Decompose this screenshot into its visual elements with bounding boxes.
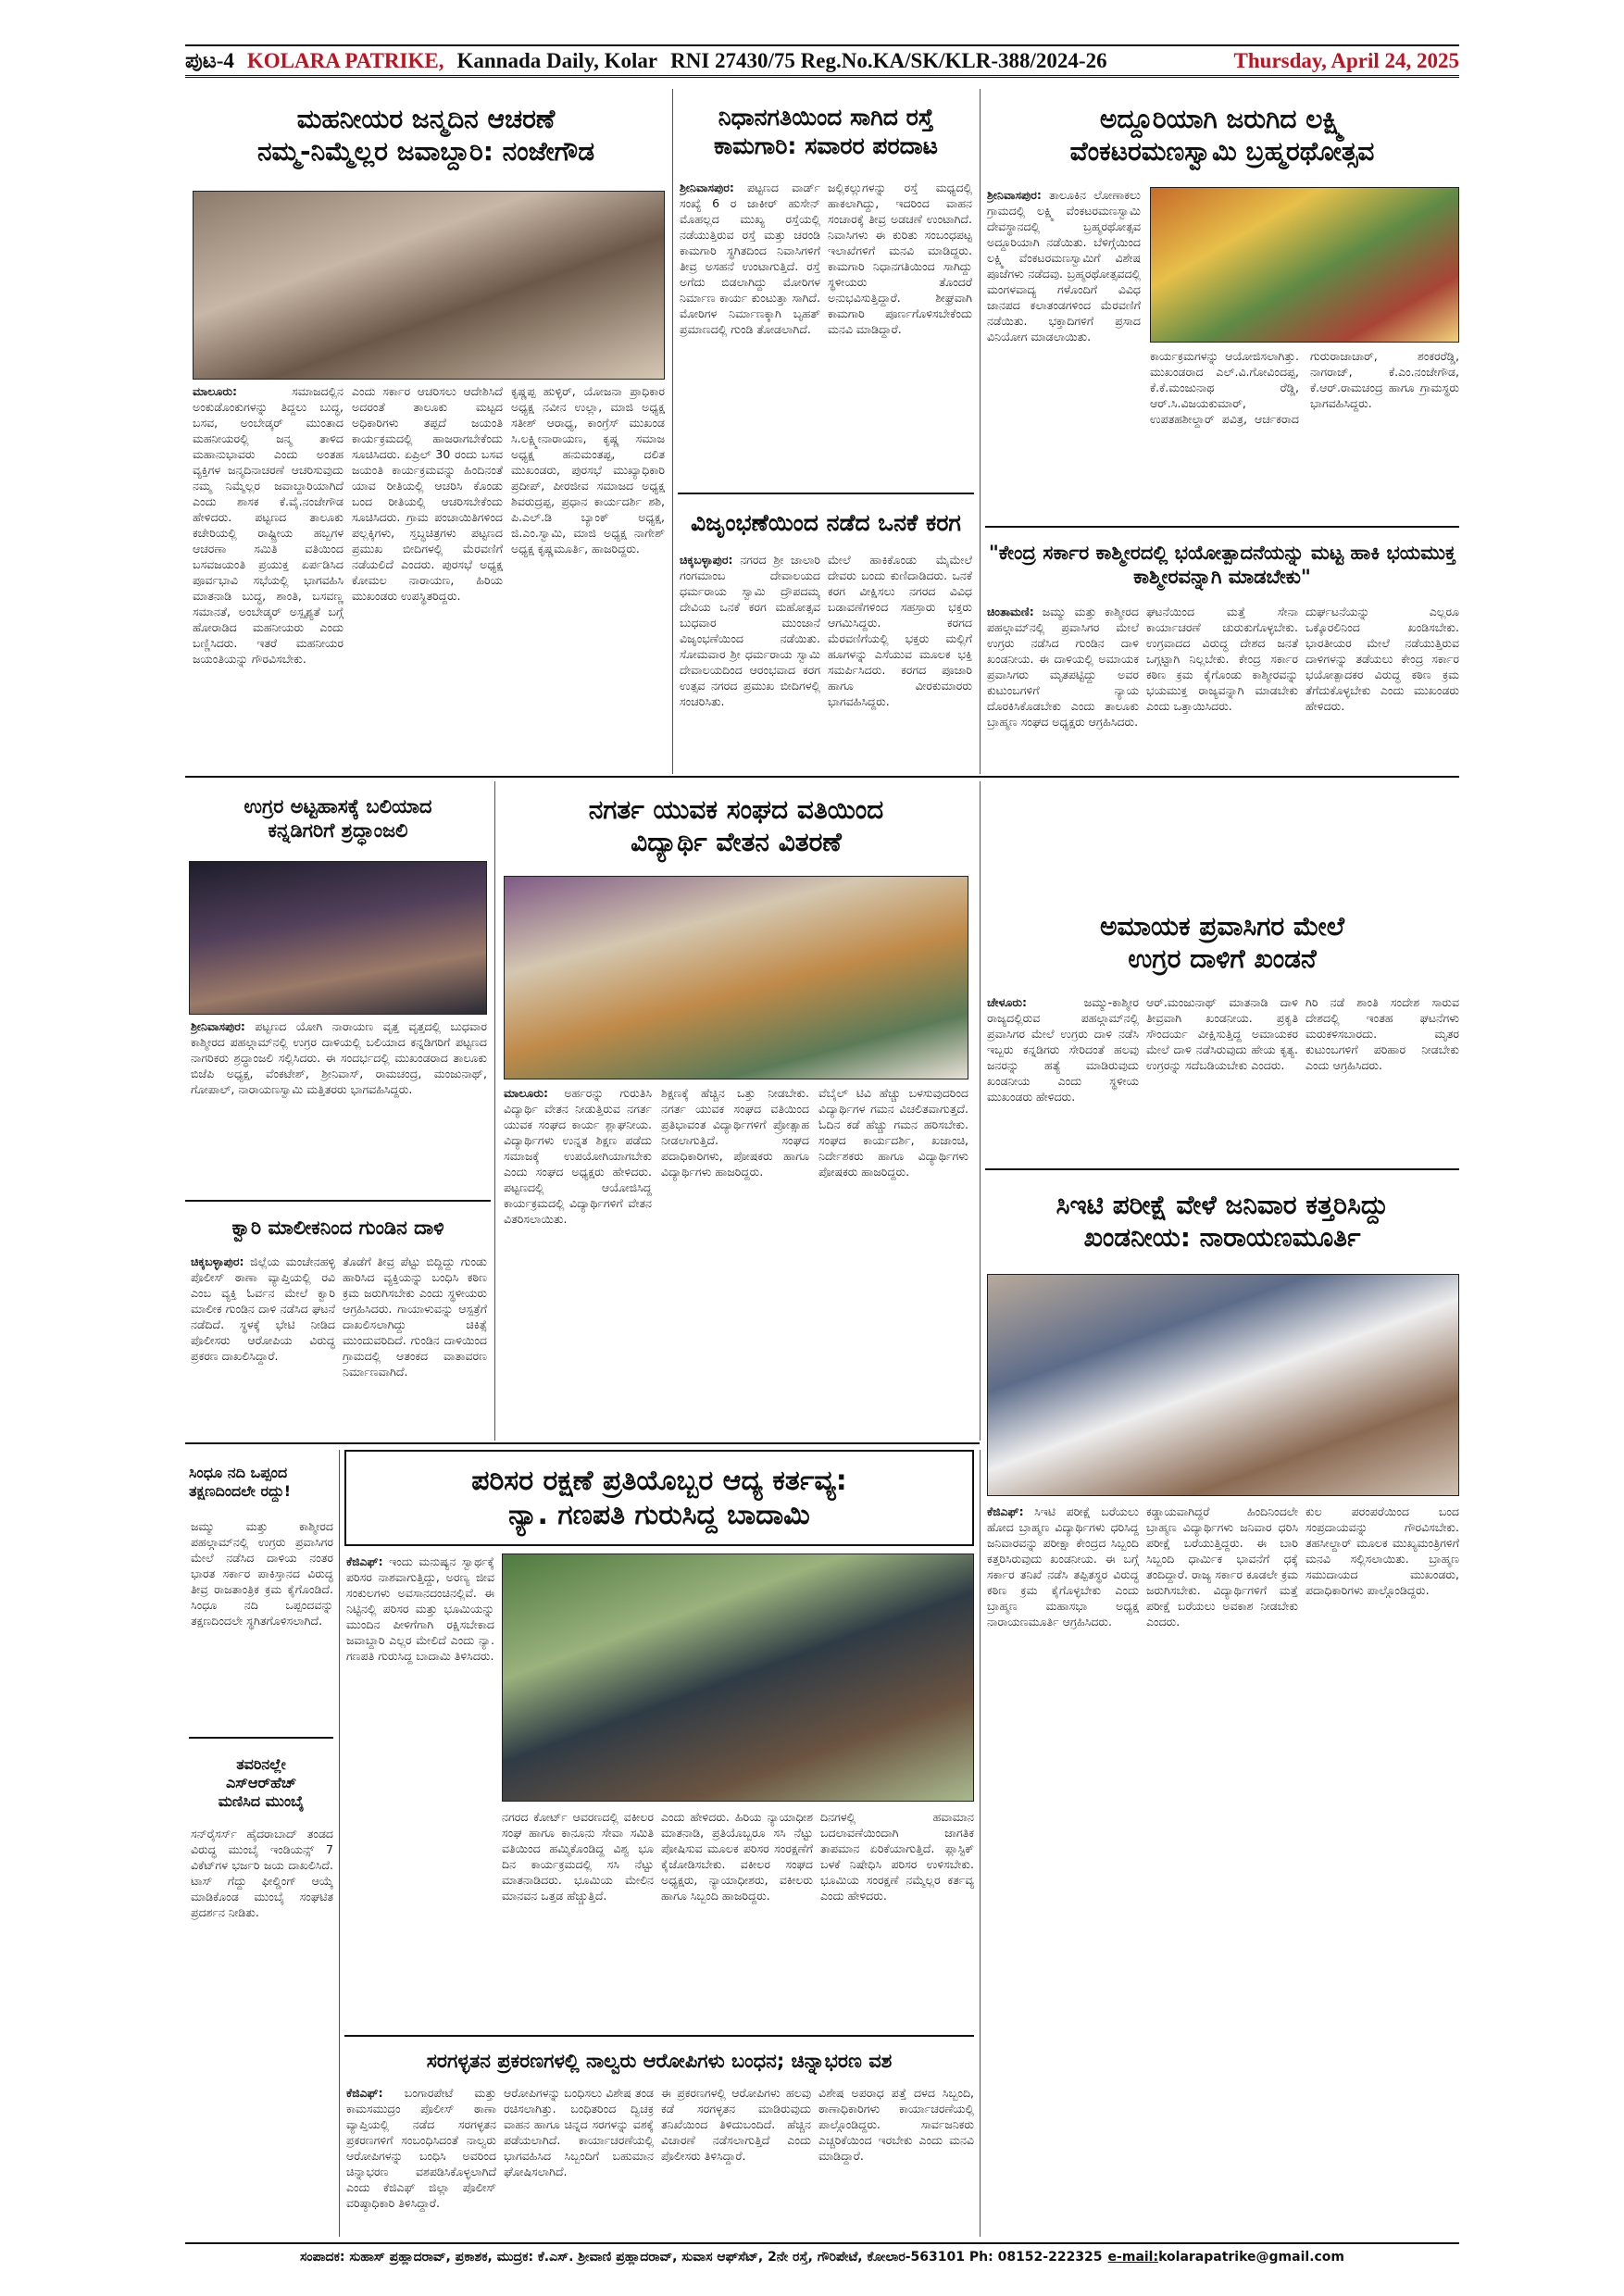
environment-text-2: ನಗರದ ಕೋರ್ಟ್ ಆವರಣದಲ್ಲಿ ವಕೀಲರ ಸಂಘ ಹಾಗೂ ಕಾನೂನು ಸೇವಾ ಸಮಿತಿ ವತಿಯಿಂದ ಹಮ್ಮಿಕೊಂಡಿದ್ದ ವಿಶ್ವ ಭೂ ದಿನ ಕಾರ್ಯಕ್ರಮದಲ್ಲಿ ಸಸಿ ನೆಟ್ಟು ಮಾತನಾಡಿದರು. ಭೂಮಿಯ ಮೇಲಿನ ಮಾನವನ ಒತ್ತಡ ಹೆಚ್ಚುತ್ತಿದೆ. [502,1810,654,1903]
issue-date: Thursday, April 24, 2025 [1233,48,1459,72]
jayanti-meeting-photo [193,191,665,380]
column-divider [980,781,981,1441]
rule [985,526,1459,528]
terror-text-1: ಜಮ್ಮು-ಕಾಶ್ಮೀರ ರಾಜ್ಯದಲ್ಲಿರುವ ಪಹಲ್ಗಾಮ್‌ನಲ್ಲಿ ಪ್ರವಾಸಿಗರ ಮೇಲೆ ಉಗ್ರರು ದಾಳಿ ನಡೆಸಿ ಇಬ್ಬರು ಕನ್ನಡಿಗರು ಸೇರಿದಂತೆ ಹಲವು ಜನರನ್ನು ಹತ್ಯೆ ಮಾಡಿರುವುದು ಖಂಡನೀಯ ಎಂದು ಸ್ಥಳೀಯ ಮುಖಂಡರು ಹೇಳಿದರು. [987,995,1139,1104]
environment-column-3 [661,1809,813,2028]
shraddhanjali-headline [185,781,491,855]
cet-text-2: ಕಡ್ಡಾಯವಾಗಿದ್ದರೆ ಹಿಂದಿನಿಂದಲೇ ಬ್ರಾಹ್ಮಣ ವಿದ್ಯಾರ್ಥಿಗಳು ಜನಿವಾರ ಧರಿಸಿ ಪರೀಕ್ಷೆ ಬರೆಯುತ್ತಿದ್ದರು. ಈ ಬಾರಿ ಸಿಬ್ಬಂದಿ ಧಾರ್ಮಿಕ ಭಾವನೆಗೆ ಧಕ್ಕೆ ತಂದಿದ್ದಾರೆ. ರಾಜ್ಯ ಸರ್ಕಾರ ಕೂಡಲೇ ಕ್ರಮ ಜರುಗಿಸಬೇಕು. ವಿದ್ಯಾರ್ಥಿಗಳಿಗೆ ಮತ್ತೆ ಪರೀಕ್ಷೆ ಬರೆಯಲು ಅವಕಾಶ ನೀಡಬೇಕು ಎಂದರು. [1146,1504,1298,1628]
chain-column-4 [818,2085,974,2237]
terror-text-3: ಗಿರಿ ನಡೆ ಶಾಂತಿ ಸಂದೇಶ ಸಾರುವ ದೇಶದಲ್ಲಿ ಇಂತಹ ಘಟನೆಗಳು ಮರುಕಳಿಸಬಾರದು. ಮೃತರ ಕುಟುಂಬಗಳಿಗೆ ಪರಿಹಾರ ನೀಡಬೇಕು ಎಂದು ಆಗ್ರಹಿಸಿದರು. [1305,995,1459,1072]
chain-headline [344,2040,974,2081]
jayanti-text-2: ಎಂದು ಸರ್ಕಾರ ಆಚರಿಸಲು ಆದೇಶಿಸಿದೆ ಅದರಂತೆ ತಾಲೂಕು ಮಟ್ಟದ ಅಧಿಕಾರಿಗಳು ತಪ್ಪದೆ ಜಯಂತಿ ಕಾರ್ಯಕ್ರಮದಲ್ಲಿ ಹಾಜರಾಗಬೇಕೆಂದು ಸೂಚಿಸಿದರು. ಏಪ್ರಿಲ್ 30 ರಂದು ಬಸವ ಜಯಂತಿ ಕಾರ್ಯಕ್ರಮವನ್ನು ಹಿಂದಿನಂತೆ ಯಾವ ರೀತಿಯಲ್ಲಿ ಆಚರಿಸಿ ಕೊಂಡು ಬಂದ ರೀತಿಯಲ್ಲಿ ಆಚರಿಸಬೇಕೆಂದು ಸೂಚಿಸಿದರು. ಗ್ರಾಮ ಪಂಚಾಯಿತಿಗಳಿಂದ ಪಲ್ಲಕ್ಕಿಗಳು, ಸ್ತಬ್ಧಚಿತ್ರಗಳು ಪಟ್ಟಣದ ಪ್ರಮುಖ ಬೀದಿಗಳಲ್ಲಿ ಮೆರವಣಿಗೆ ನಡೆಯಲಿದೆ ಎಂದರು. ಪುರಸಭೆ ಅಧ್ಯಕ್ಷ ಕೋಮಲ ನಾರಾಯಣ, ಹಿರಿಯ ಮುಖಂಡರು ಉಪಸ್ಥಿತರಿದ್ದರು. [352,384,503,603]
rathotsava-title-line2: ವೆಂಕಟರಮಣಸ್ವಾಮಿ ಬ್ರಹ್ಮರಥೋತ್ಸವ [1069,136,1375,167]
shraddhanjali-title-line2: ಕನ್ನಡಿಗರಿಗೆ ಶ್ರದ್ಧಾಂಜಲಿ [268,819,408,842]
terror-title-line2: ಉಗ್ರರ ದಾಳಿಗೆ ಖಂಡನೆ [1128,943,1317,974]
kashmir-column-2 [1146,604,1298,770]
page-number: ಪುಟ-4 [185,48,234,72]
road-title-line1: ನಿಧಾನಗತಿಯಿಂದ ಸಾಗಿದ ರಸ್ತೆ [718,103,934,131]
jayanti-column-3 [511,383,665,767]
kashmir-column-3 [1305,604,1459,770]
rathotsava-headline [985,89,1459,181]
scholarship-text-3: ವೆಬೈಲ್ ಟಿವಿ ಹೆಚ್ಚು ಬಳಸುವುದರಿಂದ ವಿದ್ಯಾರ್ಥಿಗಳ ಗಮನ ವಿಚಲಿತವಾಗುತ್ತದೆ. ಓದಿನ ಕಡೆ ಹೆಚ್ಚು ಗಮನ ಹರಿಸಬೇಕು. ಸಂಘದ ಕಾರ್ಯದರ್ಶಿ, ಖಜಾಂಚಿ, ನಿರ್ದೇಶಕರು ಹಾಗೂ ವಿದ್ಯಾರ್ಥಿಗಳು ಪೋಷಕರು ಹಾಜರಿದ್ದರು. [818,1086,968,1179]
cricket-text-block [191,1826,333,2233]
scholarship-column-1 [504,1085,652,1437]
terror-dateline: ಚೇಳೂರು: [987,995,1027,1009]
column-divider [980,1450,981,2237]
cet-text-1: ಸಿಇಟಿ ಪರೀಕ್ಷೆ ಬರೆಯಲು ಹೋದ ಬ್ರಾಹ್ಮಣ ವಿದ್ಯಾರ್ಥಿಗಳು ಧರಿಸಿದ್ದ ಜನಿವಾರವನ್ನು ಪರೀಕ್ಷಾ ಕೇಂದ್ರದ ಸಿಬ್ಬಂದಿ ಕತ್ತರಿಸಿರುವುದು ಖಂಡನೀಯ. ಈ ಬಗ್ಗೆ ಸರ್ಕಾರ ತನಿಖೆ ನಡೆಸಿ ತಪ್ಪಿತಸ್ಥರ ವಿರುದ್ಧ ಕಠಿಣ ಕ್ರಮ ಕೈಗೊಳ್ಳಬೇಕು ಎಂದು ಬ್ರಾಹ್ಮಣ ಮಹಾಸಭಾ ಅಧ್ಯಕ್ಷ ನಾರಾಯಣಮೂರ್ತಿ ಆಗ್ರಹಿಸಿದರು. [987,1504,1139,1628]
jayanti-text-3: ಕೃಷ್ಣಪ್ಪ ಹುಳ್ಳಿರ್, ಯೋಜನಾ ಪ್ರಾಧಿಕಾರ ಅಧ್ಯಕ್ಷ ನವೀನ ಉಲ್ಲಾ, ಮಾಜಿ ಅಧ್ಯಕ್ಷ ಸತೀಶ್ ಆರಾಧ್ಯ, ಕಾಂಗ್ರೆಸ್ ಮುಖಂಡ ಸಿ.ಲಕ್ಷ್ಮೀನಾರಾಯಣ, ಕೃಷ್ಣ ಸಮಾಜ ಅಧ್ಯಕ್ಷ ಹನುಮಂತಪ್ಪ, ದಲಿತ ಮುಖಂಡರು, ಪುರಸಭೆ ಮುಖ್ಯಾಧಿಕಾರಿ ಪ್ರದೀಪ್, ಪೀರಜೀವ ಸಮಾಜದ ಅಧ್ಯಕ್ಷ ಶಿವರುದ್ರಪ್ಪ, ಪ್ರಧಾನ ಕಾರ್ಯದರ್ಶಿ ಶಶಿ, ಪಿ.ಎಲ್.ಡಿ ಬ್ಯಾಂಕ್ ಅಧ್ಯಕ್ಷ, ಜಿ.ಎಂ.ಸ್ವಾಮಿ, ಮಾಜಿ ಅಧ್ಯಕ್ಷ ನಾಗೇಶ್ ಅಧ್ಯಕ್ಷ ಕೃಷ್ಣಮೂರ್ತಿ, ಹಾಜರಿದ್ದರು. [511,384,665,555]
imprint-footer [185,2242,1459,2270]
terror-title-line1: ಅಮಾಯಕ ಪ್ರವಾಸಿಗರ ಮೇಲೆ [1100,911,1344,942]
cet-title-line2: ಖಂಡನೀಯ: ನಾರಾಯಣಮೂರ್ತಿ [1083,1222,1361,1253]
rule [985,1168,1459,1170]
scholarship-dateline: ಮಾಲೂರು: [504,1086,548,1100]
sindhu-headline [189,1450,333,1515]
rathotsava-photo [1150,187,1459,343]
chain-text-1: ಬಂಗಾರಪೇಟೆ ಮತ್ತು ಕಾಮಸಮುದ್ರಂ ಪೊಲೀಸ್ ಠಾಣಾ ವ್ಯಾಪ್ತಿಯಲ್ಲಿ ನಡೆದ ಸರಗಳ್ಳತನ ಪ್ರಕರಣಗಳಿಗೆ ಸಂಬಂಧಿಸಿದಂತೆ ನಾಲ್ವರು ಆರೋಪಿಗಳನ್ನು ಬಂಧಿಸಿ ಅವರಿಂದ ಚಿನ್ನಾಭರಣ ವಶಪಡಿಸಿಕೊಳ್ಳಲಾಗಿದೆ ಎಂದು ಕೆಜಿಎಫ್ ಜಿಲ್ಲಾ ಪೊಲೀಸ್ ವರಿಷ್ಠಾಧಿಕಾರಿ ತಿಳಿಸಿದ್ದಾರೆ. [346,2086,496,2210]
column-divider [672,89,673,774]
cet-column-1 [987,1504,1139,2235]
shraddhanjali-text: ಪಟ್ಟಣದ ಯೋಗಿ ನಾರಾಯಣ ವೃತ್ತ ವೃತ್ತದಲ್ಲಿ ಬುಧವಾರ ಕಾಶ್ಮೀರದ ಪಹಲ್ಗಾಮ್‌ನಲ್ಲಿ ಉಗ್ರರ ದಾಳಿಯಲ್ಲಿ ಬಲಿಯಾದ ಕನ್ನಡಿಗರಿಗೆ ಪಟ್ಟಣದ ನಾಗರಿಕರು ಶ್ರದ್ಧಾಂಜಲಿ ಸಲ್ಲಿಸಿದರು. ಈ ಸಂದರ್ಭದಲ್ಲಿ ಮುಖಂಡರಾದ ತಾಲೂಕು ಬಿಜೆಪಿ ಅಧ್ಯಕ್ಷ, ವೆಂಕಟೇಶ್, ಶ್ರೀನಿವಾಸ್, ರಾಮಚಂದ್ರ, ಮಂಜುನಾಥ್, ಗೋಪಾಲ್, ನಾರಾಯಣಸ್ವಾಮಿ ಮತ್ತಿತರರು ಭಾಗವಹಿಸಿದ್ದರು. [191,1019,487,1096]
cet-column-2 [1146,1504,1298,2235]
cet-dateline: ಕೆಜಿಎಫ್: [987,1504,1024,1518]
sindhu-text-block [191,1518,333,1731]
cet-headline [985,1176,1459,1267]
environment-column-4 [820,1809,974,2028]
scholarship-headline [500,781,972,870]
quarry-text-1: ಜಿಲ್ಲೆಯ ಮಂಚೇನಹಳ್ಳಿ ಪೊಲೀಸ್ ಠಾಣಾ ವ್ಯಾಪ್ತಿಯಲ್ಲಿ ರವಿ ಎಂಬ ವ್ಯಕ್ತಿ ಓರ್ವನ ಮೇಲೆ ಕ್ವಾರಿ ಮಾಲೀಕ ಗುಂಡಿನ ದಾಳಿ ನಡೆಸಿದ ಘಟನೆ ನಡೆದಿದೆ. ಸ್ಥಳಕ್ಕೆ ಭೇಟಿ ನೀಡಿದ ಪೊಲೀಸರು ಆರೋಪಿಯ ವಿರುದ್ಧ ಪ್ರಕರಣ ದಾಖಲಿಸಿದ್ದಾರೆ. [191,1254,335,1363]
karaga-column-2 [828,552,972,770]
chain-dateline: ಕೆಜಿಎಫ್: [346,2086,383,2100]
karaga-text-1: ನಗರದ ಶ್ರೀ ಜಾಲಾರಿ ಗಂಗಮಾಂಬ ದೇವಾಲಯದ ಧರ್ಮರಾಯ ಸ್ವಾಮಿ ದ್ರೌಪದಮ್ಮ ದೇವಿಯ ಒನಕೆ ಕರಗ ಮಹೋತ್ಸವ ಬುಧವಾರ ಮುಂಜಾನೆ ವಿಜೃಂಭಣೆಯಿಂದ ನಡೆಯಿತು. ಸೋಮವಾರ ಶ್ರೀ ಧರ್ಮರಾಯ ಸ್ವಾಮಿ ದೇವಾಲಯದಿಂದ ಆರಂಭವಾದ ಕರಗ ಉತ್ಸವ ನಗರದ ಪ್ರಮುಖ ಬೀದಿಗಳಲ್ಲಿ ಸಂಚರಿಸಿತು. [680,553,820,708]
scholarship-text-2: ಶಿಕ್ಷಣಕ್ಕೆ ಹೆಚ್ಚಿನ ಒತ್ತು ನೀಡಬೇಕು. ನಗರ್ತ ಯುವಕ ಸಂಘದ ವತಿಯಿಂದ ಪ್ರತಿಭಾವಂತ ವಿದ್ಯಾರ್ಥಿಗಳಿಗೆ ಪ್ರೋತ್ಸಾಹ ನೀಡಲಾಗುತ್ತಿದೆ. ಸಂಘದ ಪದಾಧಿಕಾರಿಗಳು, ಪೋಷಕರು ಹಾಗೂ ವಿದ್ಯಾರ್ಥಿಗಳು ಹಾಜರಿದ್ದರು. [661,1086,809,1179]
scholarship-text-1: ಅರ್ಹರನ್ನು ಗುರುತಿಸಿ ವಿದ್ಯಾರ್ಥಿ ವೇತನ ನೀಡುತ್ತಿರುವ ನಗರ್ತ ಯುವಕ ಸಂಘದ ಕಾರ್ಯ ಶ್ಲಾಘನೀಯ. ವಿದ್ಯಾರ್ಥಿಗಳು ಉನ್ನತ ಶಿಕ್ಷಣ ಪಡೆದು ಸಮಾಜಕ್ಕೆ ಉಪಯೋಗಿಯಾಗಬೇಕು ಎಂದು ಸಂಘದ ಅಧ್ಯಕ್ಷರು ಹೇಳಿದರು. ಪಟ್ಟಣದಲ್ಲಿ ಆಯೋಜಿಸಿದ್ದ ಕಾರ್ಯಕ್ರಮದಲ್ಲಿ ವಿದ್ಯಾರ್ಥಿಗಳಿಗೆ ವೇತನ ವಿತರಿಸಲಾಯಿತು. [504,1086,652,1226]
environment-photo [502,1554,974,1802]
registration-number: RNI 27430/75 Reg.No.KA/SK/KLR-388/2024-26 [670,48,1107,72]
rule [344,2035,974,2037]
sindhu-text: ಜಮ್ಮು ಮತ್ತು ಕಾಶ್ಮೀರದ ಪಹಲ್ಗಾಮ್‌ನಲ್ಲಿ ಉಗ್ರರು ಪ್ರವಾಸಿಗರ ಮೇಲೆ ನಡೆಸಿದ ದಾಳಿಯ ನಂತರ ಭಾರತ ಸರ್ಕಾರ ಪಾಕಿಸ್ತಾನದ ವಿರುದ್ಧ ತೀವ್ರ ರಾಜತಾಂತ್ರಿಕ ಕ್ರಮ ಕೈಗೊಂಡಿದೆ. ಸಿಂಧೂ ನದಿ ಒಪ್ಪಂದವನ್ನು ತಕ್ಷಣದಿಂದಲೇ ಸ್ಥಗಿತಗೊಳಿಸಲಾಗಿದೆ. [191,1519,333,1628]
cet-photo [987,1274,1459,1496]
sindhu-title-line2: ತಕ್ಷಣದಿಂದಲೇ ರದ್ದು! [189,1482,292,1500]
shraddhanjali-dateline: ಶ್ರೀನಿವಾಸಪುರ: [191,1019,245,1033]
email-label: e-mail: [1107,2250,1159,2265]
quarry-title: ಕ್ವಾರಿ ಮಾಲೀಕನಿಂದ ಗುಂಡಿನ ದಾಳಿ [231,1216,444,1239]
quarry-column-1 [191,1254,335,1433]
column-divider [980,89,981,774]
email-address[interactable]: kolarapatrike@gmail.com [1158,2250,1345,2265]
masthead [185,44,1459,78]
road-column-1 [680,180,820,485]
environment-text-4: ದಿನಗಳಲ್ಲಿ ಹವಾಮಾನ ಬದಲಾವಣೆಯಿಂದಾಗಿ ಜಾಗತಿಕ ತಾಪಮಾನ ಏರಿಕೆಯಾಗುತ್ತಿದೆ. ಪ್ಲಾಸ್ಟಿಕ್ ಬಳಕೆ ನಿಷೇಧಿಸಿ ಪರಿಸರ ಉಳಿಸಬೇಕು. ಭೂಮಿಯ ಸಂರಕ್ಷಣೆ ನಮ್ಮೆಲ್ಲರ ಕರ್ತವ್ಯ ಎಂದು ಹೇಳಿದರು. [820,1810,974,1903]
cet-column-3 [1305,1504,1459,2235]
environment-text-1: ಇಂದು ಮನುಷ್ಯನ ಸ್ವಾರ್ಥಕ್ಕೆ ಪರಿಸರ ನಾಶವಾಗುತ್ತಿದ್ದು, ಅರಣ್ಯ ಜೀವ ಸಂಕುಲಗಳು ಅವಸಾನದಂಚಿನಲ್ಲಿವೆ. ಈ ನಿಟ್ಟಿನಲ್ಲಿ ಪರಿಸರ ಮತ್ತು ಭೂಮಿಯನ್ನು ಮುಂದಿನ ಪೀಳಿಗೆಗಾಗಿ ರಕ್ಷಿಸಬೇಕಾದ ಜವಾಬ್ದಾರಿ ಎಲ್ಲರ ಮೇಲಿದೆ ಎಂದು ನ್ಯಾ. ಗಣಪತಿ ಗುರುಸಿದ್ದ ಬಾದಾಮಿ ತಿಳಿಸಿದರು. [346,1554,494,1663]
kashmir-text-3: ದುರ್ಘಟನೆಯನ್ನು ಎಲ್ಲರೂ ಒಕ್ಕೊರಲಿನಿಂದ ಖಂಡಿಸಬೇಕು. ಭಾರತೀಯರ ಮೇಲೆ ನಡೆಯುತ್ತಿರುವ ದಾಳಿಗಳನ್ನು ತಡೆಯಲು ಕೇಂದ್ರ ಸರ್ಕಾರ ಭಯೋತ್ಪಾದಕರ ವಿರುದ್ಧ ಕಠಿಣ ಕ್ರಮ ತೆಗೆದುಕೊಳ್ಳಬೇಕು ಎಂದು ಮುಖಂಡರು ಹೇಳಿದರು. [1305,605,1459,713]
cet-title-line1: ಸಿಇಟಿ ಪರೀಕ್ಷೆ ವೇಳೆ ಜನಿವಾರ ಕತ್ತರಿಸಿದ್ದು [1056,1190,1389,1220]
paper-edition: Kannada Daily, Kolar [456,48,658,72]
rathotsava-column-1 [987,187,1141,520]
environment-title-line1: ಪರಿಸರ ರಕ್ಷಣೆ ಪ್ರತಿಯೊಬ್ಬರ ಆದ್ಯ ಕರ್ತವ್ಯ: [471,1464,847,1497]
jayanti-dateline: ಮಾಲೂರು: [193,384,237,398]
rule [678,493,974,494]
scholarship-photo [504,876,968,1079]
kashmir-title: "ಕೇಂದ್ರ ಸರ್ಕಾರ ಕಾಶ್ಮೀರದಲ್ಲಿ ಭಯೋತ್ಪಾದನೆಯನ್ನು ಮಟ್ಟ ಹಾಕಿ ಭಯಮುಕ್ತ ಕಾಶ್ಮೀರವನ್ನಾಗಿ ಮಾಡಬೇಕು" [988,541,1456,588]
cricket-title-line1: ತವರಿನಲ್ಲೇ [236,1755,286,1773]
jayanti-column-2 [352,383,503,767]
cet-text-3: ಕುಲ ಪರಂಪರೆಯಿಂದ ಬಂದ ಸಂಪ್ರದಾಯವನ್ನು ಗೌರವಿಸಬೇಕು. ತಹಸೀಲ್ದಾರ್ ಮೂಲಕ ಮುಖ್ಯಮಂತ್ರಿಗಳಿಗೆ ಮನವಿ ಸಲ್ಲಿಸಲಾಯಿತು. ಬ್ರಾಹ್ಮಣ ಸಮುದಾಯದ ಮುಖಂಡರು, ಪದಾಧಿಕಾರಿಗಳು ಪಾಲ್ಗೊಂಡಿದ್ದರು. [1305,1504,1459,1597]
jayanti-text-1: ಸಮಾಜದಲ್ಲಿನ ಅಂಕುಡೊಂಕುಗಳನ್ನು ತಿದ್ದಲು ಬುದ್ಧ, ಬಸವ, ಅಂಬೇಡ್ಕರ್ ಮುಂತಾದ ಮಹನೀಯರಲ್ಲಿ ಜನ್ಮ ತಾಳಿದ ಮಹಾನುಭಾವರು ಎಂದು ಅಂತಹ ವ್ಯಕ್ತಿಗಳ ಜನ್ಮದಿನಾಚರಣೆ ಆಚರಿಸುವುದು ನಮ್ಮ ನಿಮ್ಮೆಲ್ಲರ ಜವಾಬ್ದಾರಿಯಾಗಿದೆ ಎಂದು ಶಾಸಕ ಕೆ.ವೈ.ನಂಜೇಗೌಡ ಹೇಳಿದರು. ಪಟ್ಟಣದ ತಾಲೂಕು ಕಚೇರಿಯಲ್ಲಿ ರಾಷ್ಟ್ರೀಯ ಹಬ್ಬಗಳ ಆಚರಣಾ ಸಮಿತಿ ವತಿಯಿಂದ ಬಸವಜಯಂತಿ ಪ್ರಯುಕ್ತ ಏರ್ಪಡಿಸಿದ ಪೂರ್ವಭಾವಿ ಸಭೆಯಲ್ಲಿ ಭಾಗವಹಿಸಿ ಮಾತನಾಡಿ ಬುದ್ಧ, ಶಾಂತಿ, ಬಸವಣ್ಣ ಸಮಾನತೆ, ಅಂಬೇಡ್ಕರ್ ಅಸ್ಪೃಶ್ಯತೆ ಬಗ್ಗೆ ಹೋರಾಡಿದ ಮಹನೀಯರು ಎಂದು ಬಣ್ಣಿಸಿದರು. ಇತರೆ ಮಹನೀಯರ ಜಯಂತಿಯನ್ನು ಗೌರವಿಸಬೇಕು. [193,384,344,666]
quarry-column-2 [343,1254,487,1433]
column-divider [339,1450,340,2237]
environment-dateline: ಕೆಜಿಎಫ್: [346,1554,383,1568]
scholarship-title-line2: ವಿದ್ಯಾರ್ಥಿ ವೇತನ ವಿತರಣೆ [631,827,842,857]
chain-column-2 [504,2085,654,2237]
rathotsava-column-2 [1150,348,1459,520]
scholarship-title-line1: ನಗರ್ತ ಯುವಕ ಸಂಘದ ವತಿಯಿಂದ [588,794,884,825]
shraddhanjali-photo [189,861,487,1015]
karaga-title: ವಿಜೃಂಭಣೆಯಿಂದ ನಡೆದ ಒನಕೆ ಕರಗ [691,509,961,537]
chain-text-4: ವಿಶೇಷ ಅಪರಾಧ ಪತ್ತೆ ದಳದ ಸಿಬ್ಬಂದಿ, ಠಾಣಾಧಿಕಾರಿಗಳು ಕಾರ್ಯಾಚರಣೆಯಲ್ಲಿ ಪಾಲ್ಗೊಂಡಿದ್ದರು. ಸಾರ್ವಜನಿಕರು ಎಚ್ಚರಿಕೆಯಿಂದ ಇರಬೇಕು ಎಂದು ಮನವಿ ಮಾಡಿದ್ದಾರೆ. [818,2086,974,2163]
environment-column-1 [346,1554,494,2028]
chain-text-2: ಆರೋಪಿಗಳನ್ನು ಬಂಧಿಸಲು ವಿಶೇಷ ತಂಡ ರಚಿಸಲಾಗಿತ್ತು. ಬಂಧಿತರಿಂದ ದ್ವಿಚಕ್ರ ವಾಹನ ಹಾಗೂ ಚಿನ್ನದ ಸರಗಳನ್ನು ವಶಕ್ಕೆ ಪಡೆಯಲಾಗಿದೆ. ಕಾರ್ಯಾಚರಣೆಯಲ್ಲಿ ಭಾಗವಹಿಸಿದ ಸಿಬ್ಬಂದಿಗೆ ಬಹುಮಾನ ಘೋಷಿಸಲಾಗಿದೆ. [504,2086,654,2178]
terror-column-1 [987,994,1139,1161]
column-divider [494,781,495,1441]
karaga-text-2: ಮೇಲೆ ಹಾಕಿಕೊಂಡು ಮೈಮೇಲೆ ದೇವರು ಬಂದು ಕುಣಿದಾಡಿದರು. ಒನಕೆ ಕರಗ ವೀಕ್ಷಿಸಲು ನಗರದ ವಿವಿಧ ಬಡಾವಣೆಗಳಿಂದ ಸಹಸ್ರಾರು ಭಕ್ತರು ಆಗಮಿಸಿದ್ದರು. ಕರಗದ ಮೆರವಣಿಗೆಯಲ್ಲಿ ಭಕ್ತರು ಮಲ್ಲಿಗೆ ಹೂಗಳನ್ನು ಎಸೆಯುವ ಮೂಲಕ ಭಕ್ತಿ ಸಮರ್ಪಿಸಿದರು. ಕರಗದ ಪೂಜಾರಿ ಹಾಗೂ ವೀರಕುಮಾರರು ಭಾಗವಹಿಸಿದ್ದರು. [828,553,972,708]
road-column-2 [828,180,972,485]
jayanti-column-1 [193,383,344,767]
jayanti-headline [185,89,667,181]
terror-column-2 [1146,994,1298,1161]
cricket-text: ಸನ್‌ರೈಸರ್ಸ್ ಹೈದರಾಬಾದ್ ತಂಡದ ವಿರುದ್ಧ ಮುಂಬೈ ಇಂಡಿಯನ್ಸ್ 7 ವಿಕೆಟ್‌ಗಳ ಭರ್ಜರಿ ಜಯ ದಾಖಲಿಸಿದೆ. ಟಾಸ್ ಗೆದ್ದು ಫೀಲ್ಡಿಂಗ್ ಆಯ್ಕೆ ಮಾಡಿಕೊಂಡ ಮುಂಬೈ ಸಂಘಟಿತ ಪ್ರದರ್ಶನ ನೀಡಿತು. [191,1827,333,1919]
shraddhanjali-title-line1: ಉಗ್ರರ ಅಟ್ಟಹಾಸಕ್ಕೆ ಬಲಿಯಾದ [244,794,432,817]
environment-headline [344,1450,974,1546]
terror-text-2: ಆರ್.ಮಂಜುನಾಥ್ ಮಾತನಾಡಿ ದಾಳಿ ತೀವ್ರವಾಗಿ ಖಂಡನೀಯ. ಪ್ರಕೃತಿ ಸೌಂದರ್ಯ ವೀಕ್ಷಿಸುತ್ತಿದ್ದ ಅಮಾಯಕರ ಮೇಲೆ ದಾಳಿ ನಡೆಸಿರುವುದು ಹೇಯ ಕೃತ್ಯ. ಉಗ್ರರನ್ನು ಸದೆಬಡಿಯಬೇಕು ಎಂದರು. [1146,995,1298,1072]
karaga-headline [678,500,974,546]
kashmir-dateline: ಚಿಂತಾಮಣಿ: [987,605,1034,618]
terror-column-3 [1305,994,1459,1161]
environment-title-line2: ನ್ಯಾ. ಗಣಪತಿ ಗುರುಸಿದ್ದ ಬಾದಾಮಿ [508,1499,810,1531]
rule [189,1737,333,1739]
kashmir-text-2: ಘಟನೆಯಿಂದ ಮತ್ತೆ ಸೇನಾ ಕಾರ್ಯಾಚರಣೆ ಚುರುಕುಗೊಳ್ಳಬೇಕು. ಉಗ್ರವಾದದ ವಿರುದ್ಧ ದೇಶದ ಜನತೆ ಒಗ್ಗಟ್ಟಾಗಿ ನಿಲ್ಲಬೇಕು. ಕೇಂದ್ರ ಸರ್ಕಾರ ಕಠಿಣ ಕ್ರಮ ಕೈಗೊಂಡು ಕಾಶ್ಮೀರವನ್ನು ಭಯಮುಕ್ತ ರಾಜ್ಯವನ್ನಾಗಿ ಮಾಡಬೇಕು ಎಂದು ಒತ್ತಾಯಿಸಿದರು. [1146,605,1298,713]
kashmir-text-1: ಜಮ್ಮು ಮತ್ತು ಕಾಶ್ಮೀರದ ಪಹಲ್ಗಾಮ್‌ನಲ್ಲಿ ಪ್ರವಾಸಿಗರ ಮೇಲೆ ಉಗ್ರರು ನಡೆಸಿದ ಗುಂಡಿನ ದಾಳಿ ಖಂಡನೀಯ. ಈ ದಾಳಿಯಲ್ಲಿ ಅಮಾಯಕ ಪ್ರವಾಸಿಗರು ಮೃತಪಟ್ಟಿದ್ದು ಅವರ ಕುಟುಂಬಗಳಿಗೆ ನ್ಯಾಯ ದೊರಕಿಸಿಕೊಡಬೇಕು ಎಂದು ತಾಲೂಕು ಬ್ರಾಹ್ಮಣ ಸಂಘದ ಅಧ್ಯಕ್ಷರು ಆಗ್ರಹಿಸಿದರು. [987,605,1139,729]
jayanti-title-line1: ಮಹನೀಯರ ಜನ್ಮದಿನ ಆಚರಣೆ [296,104,556,134]
environment-text-3: ಎಂದು ಹೇಳಿದರು. ಹಿರಿಯ ನ್ಯಾಯಾಧೀಶ ಮಾತನಾಡಿ, ಪ್ರತಿಯೊಬ್ಬರೂ ಸಸಿ ನೆಟ್ಟು ಪೋಷಿಸುವ ಮೂಲಕ ಪರಿಸರ ಸಂರಕ್ಷಣೆಗೆ ಕೈಜೋಡಿಸಬೇಕು. ವಕೀಲರ ಸಂಘದ ಅಧ್ಯಕ್ಷರು, ನ್ಯಾಯಾಧೀಶರು, ವಕೀಲರು ಹಾಗೂ ಸಿಬ್ಬಂದಿ ಹಾಜರಿದ್ದರು. [661,1810,813,1903]
road-dateline: ಶ್ರೀನಿವಾಸಪುರ: [680,181,734,194]
karaga-dateline: ಚಿಕ್ಕಬಳ್ಳಾಪುರ: [680,553,733,567]
shraddhanjali-text-block [191,1018,487,1194]
rathotsava-text-2: ಕಾರ್ಯಕ್ರಮಗಳನ್ನು ಆಯೋಜಿಸಲಾಗಿತ್ತು. ಮುಖಂಡರಾದ ಎಲ್.ವಿ.ಗೋವಿಂದಪ್ಪ, ಕೆ.ಕೆ.ಮಂಜುನಾಥ ರೆಡ್ಡಿ, ಆರ್.ಸಿ.ವಿಜಯಕುಮಾರ್, ಉಪತಹಶೀಲ್ದಾರ್ ಪವಿತ್ರ, ಆರ್ಚಕರಾದ ಗುರುರಾಜಾಚಾರ್, ಶಂಕರರೆಡ್ಡಿ, ನಾಗರಾಜ್, ಕೆ.ಎಂ.ನಂಜೇಗೌಡ, ಕೆ.ಆರ್.ರಾಮಚಂದ್ರ ಹಾಗೂ ಗ್ರಾಮಸ್ಥರು ಭಾಗವಹಿಸಿದ್ದರು. [1150,349,1459,426]
quarry-headline [185,1205,491,1250]
chain-column-1 [346,2085,496,2237]
rule [185,776,1459,778]
rule [185,1442,980,1444]
imprint-text: ಸಂಪಾದಕ: ಸುಹಾಸ್ ಪ್ರಹ್ಲಾದರಾವ್, ಪ್ರಕಾಶಕ, ಮುದ್ರಕ: ಕೆ.ಎಸ್. ಶ್ರೀವಾಣಿ ಪ್ರಹ್ಲಾದರಾವ್, ಸುವಾಸ ಆಫ್‌ಸೆಟ್, 2ನೇ ರಸ್ತೆ, ಗೌರಿಪೇಟೆ, ಕೋಲಾರ-563101 Ph: 08152-222325 [299,2250,1103,2265]
rathotsava-title-line1: ಅದ್ದೂರಿಯಾಗಿ ಜರುಗಿದ ಲಕ್ಷ್ಮಿ [1099,104,1345,134]
rathotsava-dateline: ಶ್ರೀನಿವಾಸಪುರ: [987,188,1042,202]
scholarship-column-3 [818,1085,968,1437]
road-text-1: ಪಟ್ಟಣದ ವಾರ್ಡ್ ಸಂಖ್ಯೆ 6 ರ ಜಾಕೀರ್ ಹುಸೇನ್ ಮೊಹಲ್ಲದ ಮುಖ್ಯ ರಸ್ತೆಯಲ್ಲಿ ನಡೆಯುತ್ತಿರುವ ರಸ್ತೆ ಮತ್ತು ಚರಂಡಿ ಕಾಮಗಾರಿ ಸ್ಥಗಿತದಿಂದ ನಿವಾಸಿಗಳಿಗೆ ತೀವ್ರ ಅಸಹನೆ ಉಂಟಾಗುತ್ತಿದೆ. ರಸ್ತೆ ಅಗೆದು ಬಿಡಲಾಗಿದ್ದು ಮೋರಿಗಳ ನಿರ್ಮಾಣ ಕಾರ್ಯ ಕುಂಟುತ್ತಾ ಸಾಗಿದೆ. ಮೋರಿಗಳ ನಿರ್ಮಾಣಕ್ಕಾಗಿ ಬೃಹತ್ ಪ್ರಮಾಣದಲ್ಲಿ ಗುಂಡಿ ತೋಡಲಾಗಿದೆ. [680,181,820,336]
terror-headline [985,898,1459,987]
cricket-title-line2: ಎಸ್‌ಆರ್‌ಹೆಚ್ [225,1774,296,1791]
rule [185,1200,491,1202]
road-text-2: ಜಲ್ಲಿಕಲ್ಲುಗಳನ್ನು ರಸ್ತೆ ಮಧ್ಯದಲ್ಲಿ ಹಾಕಲಾಗಿದ್ದು, ಇದರಿಂದ ವಾಹನ ಸಂಚಾರಕ್ಕೆ ತೀವ್ರ ಅಡಚಣೆ ಉಂಟಾಗಿದೆ. ನಿವಾಸಿಗಳು ಈ ಕುರಿತು ಸಂಬಂಧಪಟ್ಟ ಇಲಾಖೆಗಳಿಗೆ ಮನವಿ ಮಾಡಿದ್ದರು. ಕಾಮಗಾರಿ ನಿಧಾನಗತಿಯಿಂದ ಸಾಗಿದ್ದು ಸ್ಥಳೀಯರು ತೊಂದರೆ ಅನುಭವಿಸುತ್ತಿದ್ದಾರೆ. ಶೀಘ್ರವಾಗಿ ಕಾಮಗಾರಿ ಪೂರ್ಣಗೊಳಿಸಬೇಕೆಂದು ಮನವಿ ಮಾಡಿದ್ದಾರೆ. [828,181,972,336]
quarry-dateline: ಚಿಕ್ಕಬಳ್ಳಾಪುರ: [191,1254,244,1268]
chain-text-3: ಈ ಪ್ರಕರಣಗಳಲ್ಲಿ ಆರೋಪಿಗಳು ಹಲವು ಕಡೆ ಸರಗಳ್ಳತನ ಮಾಡಿರುವುದು ತನಿಖೆಯಿಂದ ತಿಳಿದುಬಂದಿದೆ. ಹೆಚ್ಚಿನ ವಿಚಾರಣೆ ನಡೆಸಲಾಗುತ್ತಿದೆ ಎಂದು ಪೊಲೀಸರು ತಿಳಿಸಿದ್ದಾರೆ. [661,2086,811,2163]
kashmir-column-1 [987,604,1139,770]
road-title-line2: ಕಾಮಗಾರಿ: ಸವಾರರ ಪರದಾಟ [714,132,938,159]
karaga-column-1 [680,552,820,770]
paper-name: KOLARA PATRIKE, [246,48,444,72]
quarry-text-2: ತೊಡೆಗೆ ತೀವ್ರ ಪೆಟ್ಟು ಬಿದ್ದಿದ್ದು ಗುಂಡು ಹಾರಿಸಿದ ವ್ಯಕ್ತಿಯನ್ನು ಬಂಧಿಸಿ ಕಠಿಣ ಕ್ರಮ ಜರುಗಿಸಬೇಕು ಎಂದು ಸ್ಥಳೀಯರು ಆಗ್ರಹಿಸಿದರು. ಗಾಯಾಳುವನ್ನು ಆಸ್ಪತ್ರೆಗೆ ದಾಖಲಿಸಲಾಗಿದ್ದು ಚಿಕಿತ್ಸೆ ಮುಂದುವರಿದಿದೆ. ಗುಂಡಿನ ದಾಳಿಯಿಂದ ಗ್ರಾಮದಲ್ಲಿ ಆತಂಕದ ವಾತಾವರಣ ನಿರ್ಮಾಣವಾಗಿದೆ. [343,1254,487,1379]
scholarship-column-2 [661,1085,809,1437]
kashmir-headline [985,531,1459,598]
road-headline [678,89,974,174]
cricket-title-line3: ಮಣಿಸಿದ ಮುಂಬೈ [218,1792,305,1810]
chain-title: ಸರಗಳ್ಳತನ ಪ್ರಕರಣಗಳಲ್ಲಿ ನಾಲ್ವರು ಆರೋಪಿಗಳು ಬಂಧನ; ಚಿನ್ನಾಭರಣ ವಶ [426,2049,893,2072]
rathotsava-text-1: ತಾಲೂಕಿನ ಲೋಣಾಕಲು ಗ್ರಾಮದಲ್ಲಿ ಲಕ್ಷ್ಮಿ ವೆಂಕಟರಮಣಸ್ವಾಮಿ ದೇವಸ್ಥಾನದಲ್ಲಿ ಬ್ರಹ್ಮರಥೋತ್ಸವ ಅದ್ದೂರಿಯಾಗಿ ನಡೆಯಿತು. ಬೆಳಿಗ್ಗೆಯಿಂದ ಲಕ್ಷ್ಮಿ ವೆಂಕಟರಮಣಸ್ವಾಮಿಗೆ ವಿಶೇಷ ಪೂಜೆಗಳು ನಡೆದವು. ಬ್ರಹ್ಮರಥೋತ್ಸವದಲ್ಲಿ ಮಂಗಳವಾದ್ಯ ಗಳೊಂದಿಗೆ ವಿವಿಧ ಜಾನಪದ ಕಲಾತಂಡಗಳಿಂದ ಮೆರವಣಿಗೆ ನಡೆಯಿತು. ಭಕ್ತಾದಿಗಳಿಗೆ ಪ್ರಸಾದ ವಿನಿಯೋಗ ಮಾಡಲಾಯಿತು. [987,188,1141,343]
environment-column-2 [502,1809,654,2028]
jayanti-title-line2: ನಮ್ಮ-ನಿಮ್ಮೆಲ್ಲರ ಜವಾಬ್ದಾರಿ: ನಂಜೇಗೌಡ [256,136,595,167]
sindhu-title-line1: ಸಿಂಧೂ ನದಿ ಒಪ್ಪಂದ [189,1464,288,1481]
cricket-headline [189,1744,333,1822]
chain-column-3 [661,2085,811,2237]
